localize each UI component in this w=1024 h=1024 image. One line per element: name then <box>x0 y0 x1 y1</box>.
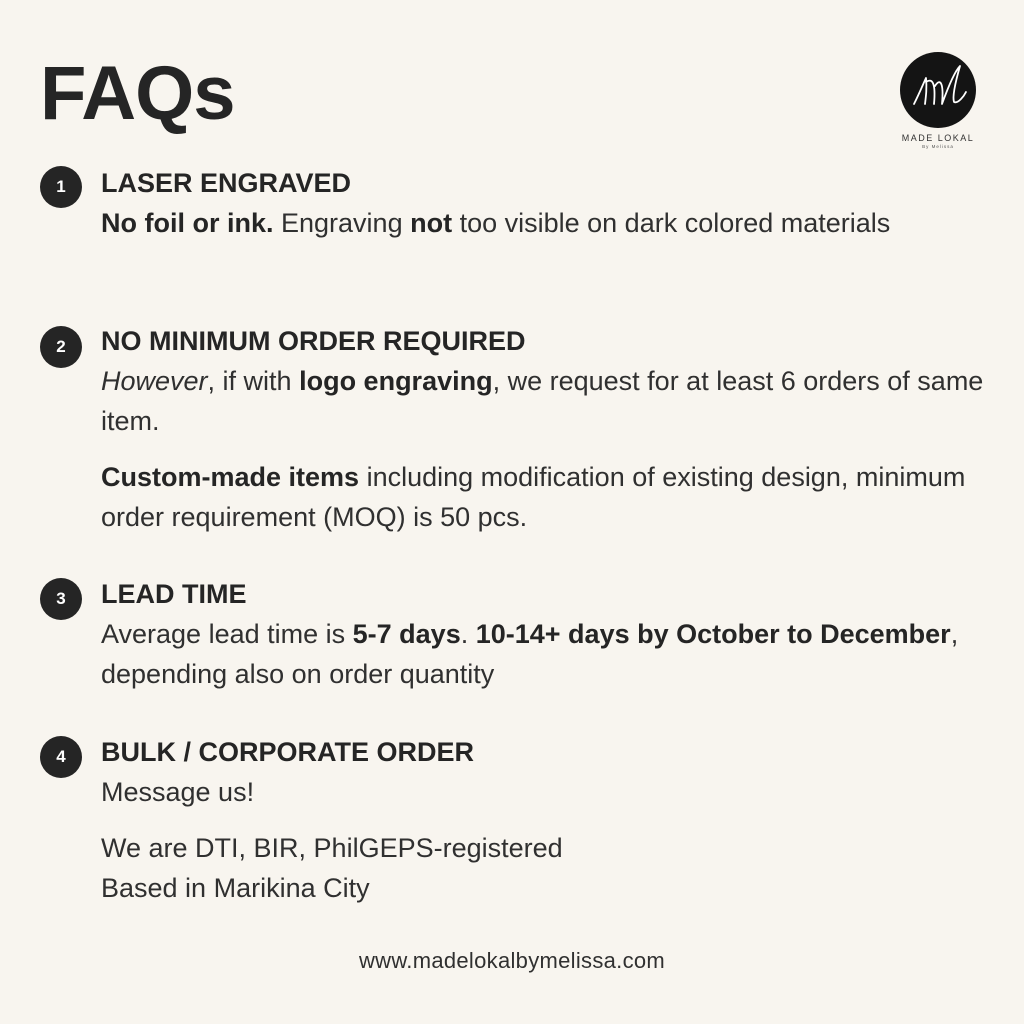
brand-logo <box>896 52 980 149</box>
logo-monogram-icon <box>900 52 976 128</box>
faq-heading: NO MINIMUM ORDER REQUIRED <box>101 326 526 356</box>
faq-answer: However, if with logo engraving, we request for at least 6 orders of same item. <box>101 366 984 436</box>
logo-name: MADE LOKAL <box>901 133 975 143</box>
faq-heading: LASER ENGRAVED <box>101 168 352 198</box>
faq-item-1 <box>40 163 990 243</box>
faq-item-3 <box>40 574 990 694</box>
faq-answer-note: We are DTI, BIR, PhilGEPS-registered Based in Marikina City <box>101 833 563 903</box>
logo-tagline: By Melissa <box>922 144 954 149</box>
number-badge: 1 <box>40 166 82 208</box>
faq-answer: No foil or ink. Engraving not too visible on dark colored materials <box>101 208 891 238</box>
faq-heading: LEAD TIME <box>101 579 247 609</box>
number-badge: 4 <box>40 736 82 778</box>
page-title: FAQs <box>40 51 235 136</box>
website-link[interactable]: www.madelokalbymelissa.com <box>358 948 666 973</box>
faq-heading: BULK / CORPORATE ORDER <box>101 737 475 767</box>
faq-answer-note: Custom-made items including modification of existing design, minimum order requirement (MOQ) is 50 pcs. <box>101 462 966 532</box>
faq-answer: Message us! <box>101 777 255 807</box>
number-badge: 3 <box>40 578 82 620</box>
number-badge: 2 <box>40 326 82 368</box>
faq-item-2 <box>40 321 990 537</box>
faq-answer: Average lead time is 5-7 days. 10-14+ days by October to December, depending also on order quantity <box>101 619 959 689</box>
faq-item-4 <box>40 732 990 908</box>
